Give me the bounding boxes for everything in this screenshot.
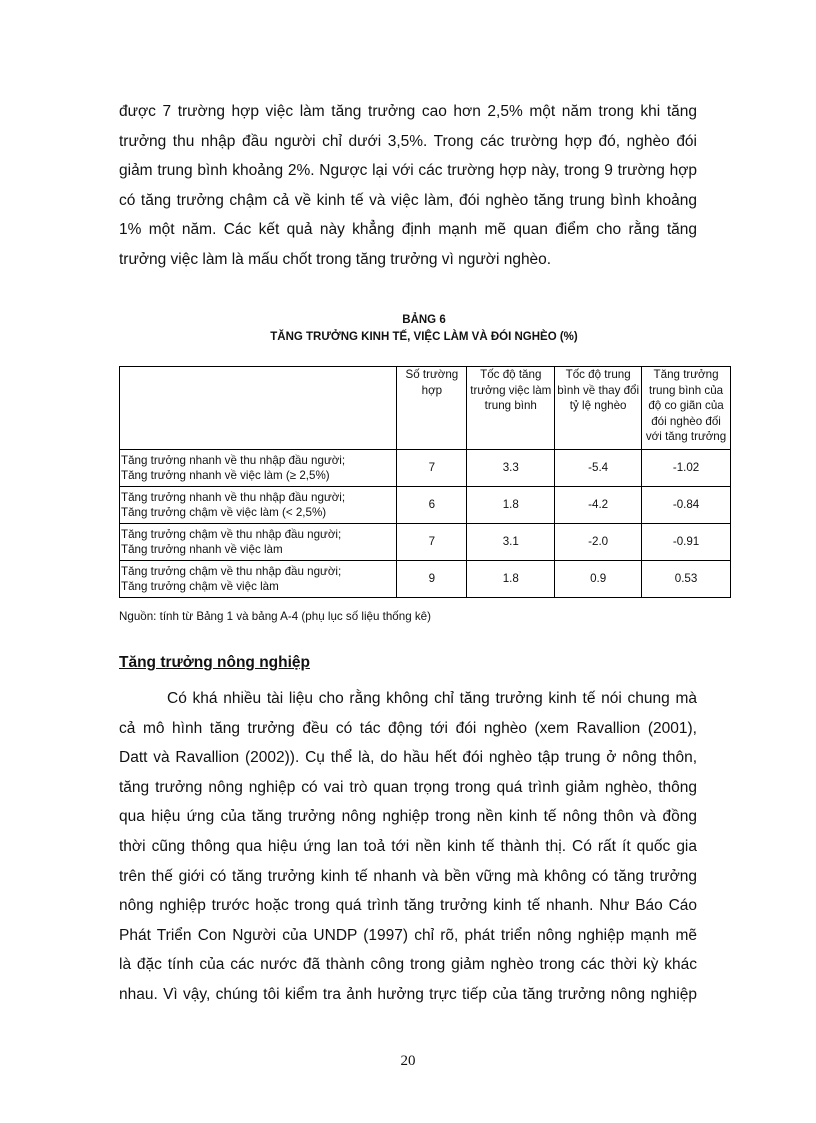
cell-employment: 1.8	[467, 561, 555, 598]
row-label-line2: Tăng trưởng chậm về việc làm (< 2,5%)	[121, 506, 327, 519]
row-label-line1: Tăng trưởng nhanh về thu nhập đầu người;	[121, 453, 346, 467]
cell-employment: 3.1	[467, 524, 555, 561]
text-line: tăng trưởng nông nghiệp có vai trò quan trọng trong quá trình giảm nghèo, thông	[119, 778, 697, 796]
text-line: Phát Triển Con Người của UNDP (1997) chỉ rõ, phát triển nông nghiệp mạnh mẽ	[119, 926, 697, 944]
text-line: trưởng thu nhập đầu người chỉ dưới 3,5%. Trong các trường hợp đó, nghèo đói	[119, 132, 697, 150]
cell-poverty-change: -5.4	[555, 450, 642, 487]
cell-elasticity: 0.53	[642, 561, 731, 598]
row-label	[120, 450, 397, 487]
header-cases: Số trường hợp	[397, 367, 467, 450]
cell-cases: 7	[397, 450, 467, 487]
row-label	[120, 487, 397, 524]
cell-elasticity: -0.84	[642, 487, 731, 524]
cell-poverty-change: -4.2	[555, 487, 642, 524]
row-label	[120, 561, 397, 598]
cell-elasticity: -1.02	[642, 450, 731, 487]
text-line: trưởng việc làm là mấu chốt trong tăng trưởng vì người nghèo.	[119, 250, 552, 268]
text-line: nhau. Vì vậy, chúng tôi kiểm tra ảnh hưởng trực tiếp của tăng trưởng nông nghiệp	[119, 985, 697, 1003]
text-line: là đặc tính của các nước đã thành công trong giảm nghèo trong các thời kỳ khác	[119, 956, 697, 974]
page-number: 20	[400, 1053, 416, 1069]
cell-cases: 7	[397, 524, 467, 561]
cell-poverty-change: -2.0	[555, 524, 642, 561]
table-header-row	[120, 367, 731, 450]
text-line: có tăng trưởng chậm cả về kinh tế và việc làm, đói nghèo tăng trung bình khoảng	[119, 191, 697, 209]
cell-employment: 1.8	[467, 487, 555, 524]
header-empty	[120, 367, 397, 450]
table-source-note: Nguồn: tính từ Bảng 1 và bảng A-4 (phụ lục số liệu thống kê)	[119, 610, 431, 623]
text-line: Có khá nhiều tài liệu cho rằng không chỉ tăng trưởng kinh tế nói chung mà	[167, 690, 697, 707]
text-line: Datt và Ravallion (2002)). Cụ thể là, do hầu hết đói nghèo tập trung ở nông thôn,	[119, 749, 697, 767]
table-row	[120, 450, 731, 487]
row-label	[120, 524, 397, 561]
row-label-line2: Tăng trưởng chậm về việc làm	[121, 580, 279, 593]
text-line: thời cũng thông qua hiệu ứng lan toả tới nền kinh tế thành thị. Có rất ít quốc gia	[119, 837, 697, 855]
intro-paragraph	[119, 97, 697, 275]
row-label-line1: Tăng trưởng chậm về thu nhập đầu người;	[121, 564, 342, 578]
header-employment-growth: Tốc độ tăng trưởng việc làm trung bình	[467, 367, 555, 450]
cell-poverty-change: 0.9	[555, 561, 642, 598]
row-label-line1: Tăng trưởng nhanh về thu nhập đầu người;	[121, 490, 346, 504]
text-line: nông nghiệp trước hoặc trong quá trình tăng trưởng kinh tế nhanh. Như Báo Cáo	[119, 897, 697, 915]
cell-elasticity: -0.91	[642, 524, 731, 561]
table-row	[120, 487, 731, 524]
cell-employment: 3.3	[467, 450, 555, 487]
text-line: cả mô hình tăng trưởng đều có tác động tới đói nghèo (xem Ravallion (2001),	[119, 719, 697, 737]
text-line: qua hiệu ứng của tăng trưởng nông nghiệp trong nền kinh tế nông thôn và đồng	[119, 808, 697, 826]
cell-cases: 6	[397, 487, 467, 524]
header-elasticity: Tăng trưởng trung bình của độ co giãn của đói nghèo đối với tăng trưởng	[642, 367, 731, 450]
row-label-line2: Tăng trưởng nhanh về việc làm	[121, 543, 283, 556]
table-row	[120, 524, 731, 561]
growth-poverty-table	[119, 366, 731, 598]
body-paragraph	[119, 684, 697, 1010]
text-line: 1% một năm. Các kết quả này khẳng định mạnh mẽ quan điểm cho rằng tăng	[119, 221, 697, 239]
table-row	[120, 561, 731, 598]
cell-cases: 9	[397, 561, 467, 598]
table-number: BẢNG 6	[402, 314, 446, 326]
text-line: được 7 trường hợp việc làm tăng trưởng cao hơn 2,5% một năm trong khi tăng	[119, 103, 697, 120]
row-label-line2: Tăng trưởng nhanh về việc làm (≥ 2,5%)	[121, 469, 330, 482]
table-title: TĂNG TRƯỞNG KINH TẾ, VIỆC LÀM VÀ ĐÓI NGHÈO (%)	[270, 331, 578, 343]
text-line: trên thế giới có tăng trưởng kinh tế nhanh và bền vững mà không có tăng trưởng	[119, 867, 697, 885]
row-label-line1: Tăng trưởng chậm về thu nhập đầu người;	[121, 527, 342, 541]
section-heading: Tăng trưởng nông nghiệp	[119, 654, 310, 671]
header-poverty-change: Tốc độ trung bình về thay đổi tỷ lệ nghèo	[555, 367, 642, 450]
text-line: giảm trung bình khoảng 2%. Ngược lại với các trường hợp này, trong 9 trường hợp	[119, 162, 697, 180]
